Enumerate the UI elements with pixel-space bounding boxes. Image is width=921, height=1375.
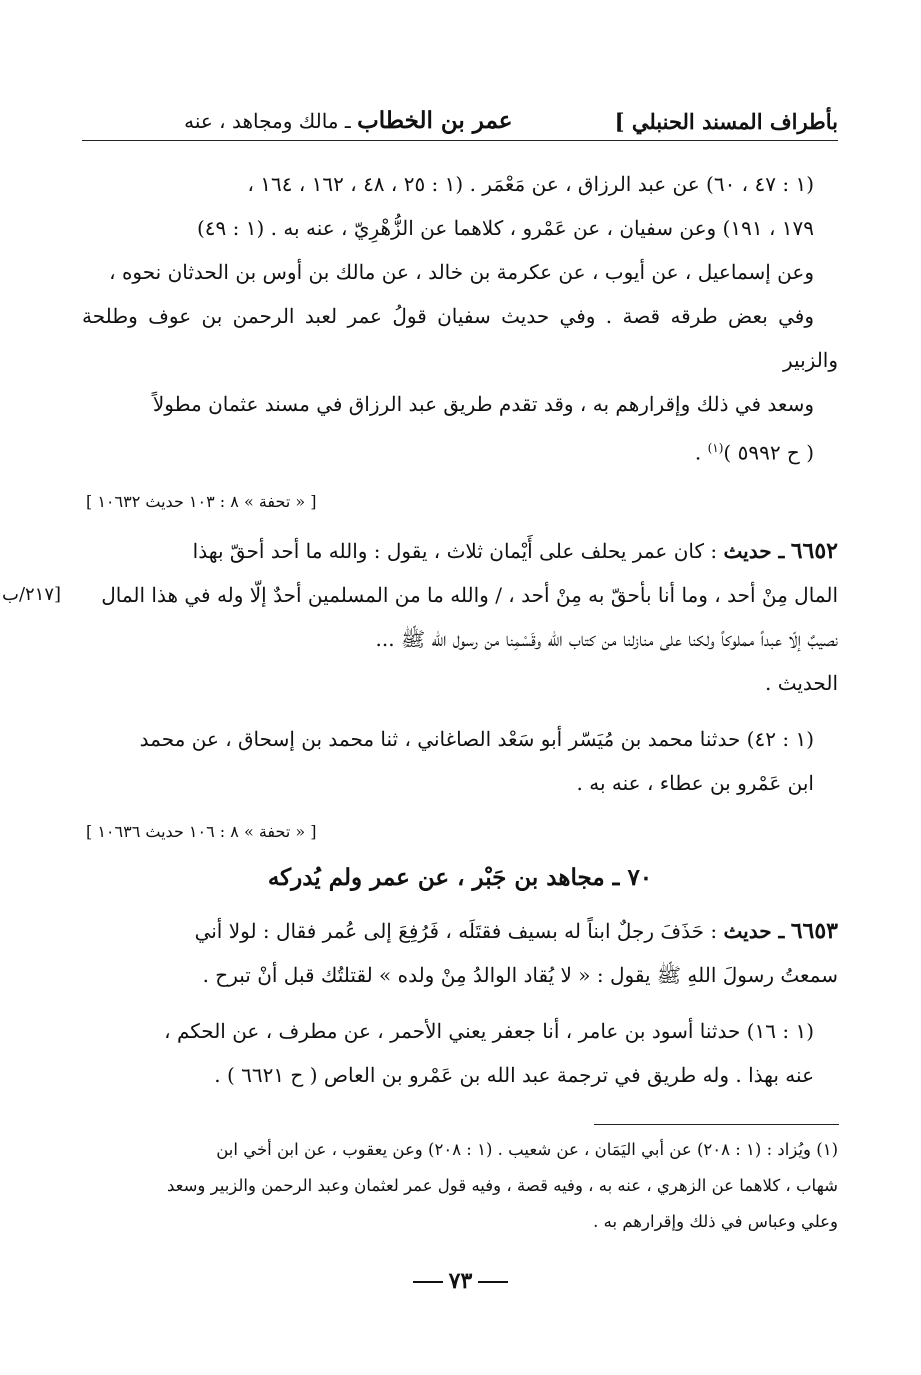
text-line: وفي بعض طرقه قصة . وفي حديث سفيان قولُ عمر لعبد الرحمن بن عوف وطلحة والزبير (82, 304, 838, 372)
text-line: ابن عَمْرو بن عطاء ، عنه به . (576, 770, 814, 795)
header-rule (82, 140, 838, 141)
hadith-label: ـ حديث (723, 538, 785, 563)
section-title: ٧٠ ـ مجاهد بن جَبْر ، عن عمر ولم يُدركه (267, 863, 653, 891)
page-number-text: ٧٣ (448, 1268, 473, 1294)
ref-text: ( ح ٥٩٩٢ ) (723, 440, 814, 465)
header-center-bold: عمر بن الخطاب (357, 107, 513, 134)
text-line: سمعتُ رسولَ اللهِ ﷺ يقول : « لا يُقاد الوالدُ مِنْ ولده » لقتلتُك قبل أنْ تبرح . (202, 962, 838, 987)
hadith-text: : كان عمر يحلف على أَيْمان ثلاث ، يقول : والله ما أحد أحقّ بهذا (192, 538, 718, 563)
page-number (0, 1268, 921, 1294)
footnote-line: (١) ويُزاد : (١ : ٢٠٨) عن أبي اليَمَان ، عن شعيب . (١ : ٢٠٨) وعن يعقوب ، عن ابن أخي ابن (216, 1140, 838, 1159)
header-center-sub: ـ مالك ومجاهد ، عنه (184, 109, 358, 133)
header-center (184, 107, 512, 134)
hadith-number: ٦٦٥٢ (790, 537, 838, 564)
text-line (82, 426, 838, 475)
header-right: بأطراف المسند الحنبلي ] (614, 109, 838, 134)
text-line: وسعد في ذلك وإقرارهم به ، وقد تقدم طريق عبد الرزاق في مسند عثمان مطولاً (152, 392, 814, 416)
hadith-label: ـ حديث (723, 918, 785, 943)
dash (478, 1281, 508, 1283)
hadith-text: : حَذَفَ رجلٌ ابناً له بسيف فقتَلَه ، فَرُفِعَ إلى عُمر فقال : لولا أني (194, 918, 718, 943)
footnote-line: وعلي وعباس في ذلك وإقرارهم به . (593, 1212, 838, 1231)
footnote-marker: (١) (707, 441, 724, 455)
tuhfa-reference-1: [ « تحفة » ٨ : ١٠٣ حديث ١٠٦٣٢ ] (86, 491, 317, 511)
text-line: الحديث . (765, 670, 838, 695)
dash (413, 1281, 443, 1283)
text-line (2, 573, 838, 617)
text-line: (١ : ٤٧ ، ٦٠) عن عبد الرزاق ، عن مَعْمَر . (١ : ٢٥ ، ٤٨ ، ١٦٢ ، ١٦٤ ، (247, 172, 814, 196)
manuscript-folio-note: [٢١٧/ب (2, 583, 62, 605)
tuhfa-reference-2: [ « تحفة » ٨ : ١٠٦ حديث ١٠٦٣٦ ] (86, 821, 317, 841)
footnote-line: شهاب ، كلاهما عن الزهري ، عنه به ، وفيه قصة ، وفيه قول عمر لعثمان وعبد الرحمن والزبير وسعد (166, 1176, 838, 1195)
end-dot: . (694, 440, 708, 465)
text-line: وعن إسماعيل ، عن أيوب ، عن عكرمة بن خالد ، عن مالك بن أوس بن الحدثان نحوه ، (109, 260, 814, 284)
isnad-block-1 (82, 162, 838, 475)
text-line: (١ : ٤٢) حدثنا محمد بن مُيَسّر أبو سَعْد الصاغاني ، ثنا محمد بن إسحاق ، عن محمد (139, 726, 814, 751)
isnad-block-2 (82, 717, 838, 805)
isnad-block-3 (82, 1009, 838, 1097)
hadith-text: المال مِنْ أحد ، وما أنا بأحقّ به مِنْ أحد ، / والله ما من المسلمين أحدٌ إلّا وله في هذا المال (101, 582, 838, 607)
text-line: عنه بهذا . وله طريق في ترجمة عبد الله بن عَمْرو بن العاص ( ح ٦٦٢١ ) . (214, 1062, 814, 1087)
page-body (2, 162, 838, 1097)
text-line: ١٧٩ ، ١٩١) وعن سفيان ، عن عَمْرو ، كلاهما عن الزُّهْرِيّ ، عنه به . (١ : ٤٩) (196, 216, 814, 240)
running-header (82, 100, 838, 134)
hadith-number: ٦٦٥٣ (790, 917, 838, 944)
footnote (82, 1132, 838, 1240)
hadith-6652 (2, 529, 838, 705)
text-line (82, 909, 838, 953)
text-line: (١ : ١٦) حدثنا أسود بن عامر ، أنا جعفر يعني الأحمر ، عن مطرف ، عن الحكم ، (164, 1018, 814, 1043)
text-line (82, 529, 838, 573)
hadith-6653 (82, 909, 838, 997)
footnote-rule (594, 1124, 839, 1125)
text-line: نصيبٌ إلّا عبداً مملوكاً ولكنا على منازلنا من كتاب الله وقَسْمِنا من رسول الله ﷺ ... (375, 626, 838, 651)
